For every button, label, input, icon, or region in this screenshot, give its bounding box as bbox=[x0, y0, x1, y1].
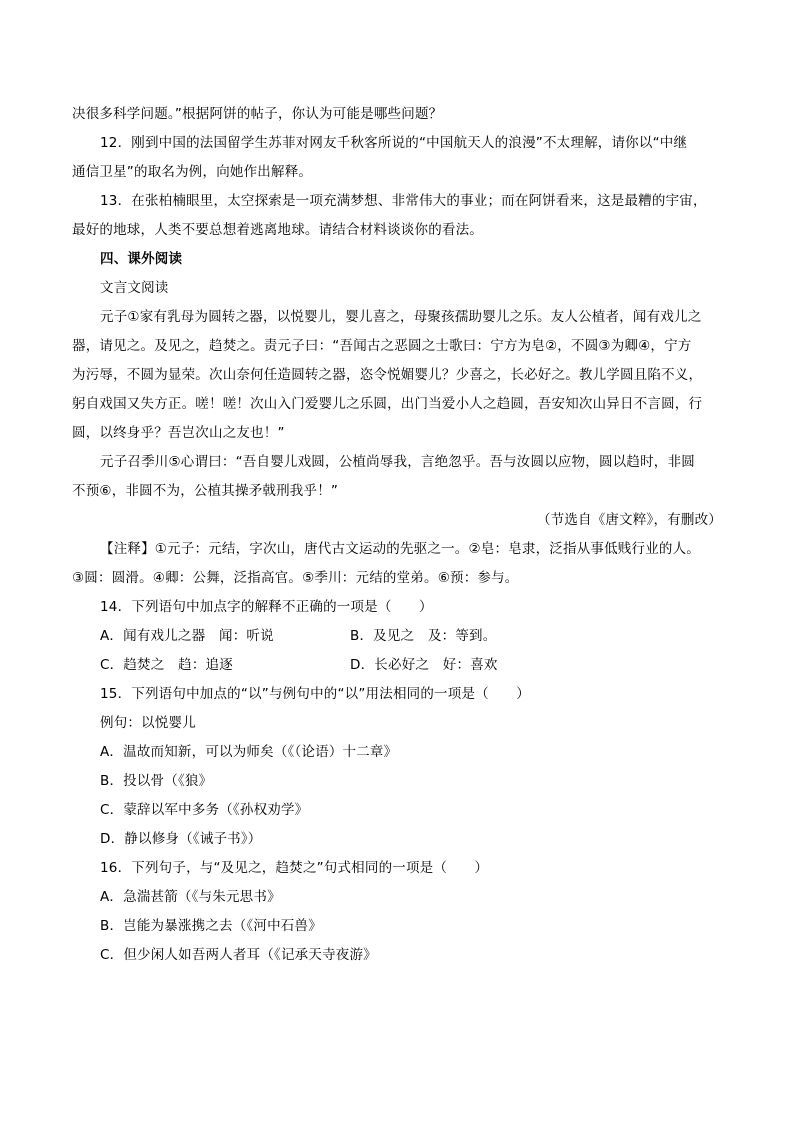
passage-line: 为污辱，不圆为显荣。次山奈何任造圆转之器，恣令悦媚婴儿？少喜之，长必好之。教儿学圆且陷不义， bbox=[72, 367, 703, 383]
annotation-notes-cont: ③圆：圆滑。④卿：公舞，泛指高官。⑤季川：元结的堂弟。⑥预：参与。 bbox=[72, 570, 519, 586]
subsection-heading: 文言文阅读 bbox=[100, 280, 169, 296]
option-b: B．岂能为暴涨携之去（《河中石兽》 bbox=[100, 918, 322, 934]
question-16-stem: 16．下列句子，与“及见之，趋焚之”句式相同的一项是（ ） bbox=[100, 860, 489, 876]
passage-line: 躬自戏国又失方正。嗟！嗟！次山入门爱婴儿之乐圆，出门当爱小人之趋圆，吾安知次山异日不言圆，行 bbox=[72, 396, 703, 412]
question-15-stem: 15．下列语句中加点的“以”与例句中的“以”用法相同的一项是（ ） bbox=[100, 686, 530, 702]
question-13: 13．在张柏楠眼里，太空探索是一项充满梦想、非常伟大的事业；而在阿饼看来，这是最糟的宇宙， bbox=[100, 193, 707, 209]
question-15-example: 例句：以悦婴儿 bbox=[100, 715, 196, 731]
option-c: C．蒙辞以军中多务（《孙权劝学》 bbox=[100, 802, 309, 818]
text-line: 决很多科学问题。”根据阿饼的帖子，你认为可能是哪些问题？ bbox=[72, 106, 443, 122]
option-b: B．及见之 及：等到。 bbox=[350, 628, 497, 644]
option-a: A．急湍甚箭（《与朱元思书》 bbox=[100, 889, 281, 905]
question-12-cont: 通信卫星”的取名为例，向她作出解释。 bbox=[72, 164, 313, 180]
question-12: 12．刚到中国的法国留学生苏菲对网友千秋客所说的“中国航天人的浪漫”不太理解，请你以“中继 bbox=[100, 135, 688, 151]
passage-line: 器，请见之。及见之，趋焚之。责元子曰：“吾闻古之恶圆之士歌曰：宁方为皂②，不圆③为卿④，宁方 bbox=[72, 338, 692, 354]
question-14-stem: 14．下列语句中加点字的解释不正确的一项是（ ） bbox=[100, 599, 433, 615]
option-d: D．静以修身（《诫子书》） bbox=[100, 831, 262, 847]
option-c: C．但少闲人如吾两人者耳（《记承天寺夜游》 bbox=[100, 947, 377, 963]
annotation-notes: 【注释】①元子：元结，字次山，唐代古文运动的先驱之一。②皂：皂隶，泛指从事低贱行业的人。 bbox=[100, 541, 701, 557]
option-b: B．投以骨（《狼》 bbox=[100, 773, 213, 789]
option-d: D．长必好之 好：喜欢 bbox=[350, 657, 498, 673]
passage-line: 圆，以终身乎？吾岂次山之友也！” bbox=[72, 425, 285, 441]
passage-line: 元子召季川⑤心谓曰：“吾自婴儿戏圆，公植尚辱我，言绝忽乎。吾与汝圆以应物，圆以趋时，非圆 bbox=[100, 454, 695, 470]
section-heading: 四、课外阅读 bbox=[100, 251, 183, 267]
source-citation: （节选自《唐文粹》，有删改） bbox=[536, 512, 722, 528]
question-14-options-row bbox=[72, 622, 722, 651]
question-14-options-row bbox=[72, 651, 722, 680]
passage-line: 元子①家有乳母为圆转之器，以悦婴儿，婴儿喜之，母聚孩孺助婴儿之乐。友人公植者，闻有戏儿之 bbox=[100, 309, 702, 325]
option-a: A．温故而知新，可以为师矣（《（论语）十二章》 bbox=[100, 744, 398, 760]
passage-line: 不预⑥，非圆不为，公植其操矛戟刑我乎！” bbox=[72, 483, 339, 499]
option-a: A．闻有戏儿之器 闻：听说 bbox=[100, 628, 274, 644]
document-page bbox=[72, 100, 722, 970]
question-13-cont: 最好的地球，人类不要总想着逃离地球。请结合材料谈谈你的看法。 bbox=[72, 222, 483, 238]
option-c: C．趋焚之 趋：追逐 bbox=[100, 657, 233, 673]
